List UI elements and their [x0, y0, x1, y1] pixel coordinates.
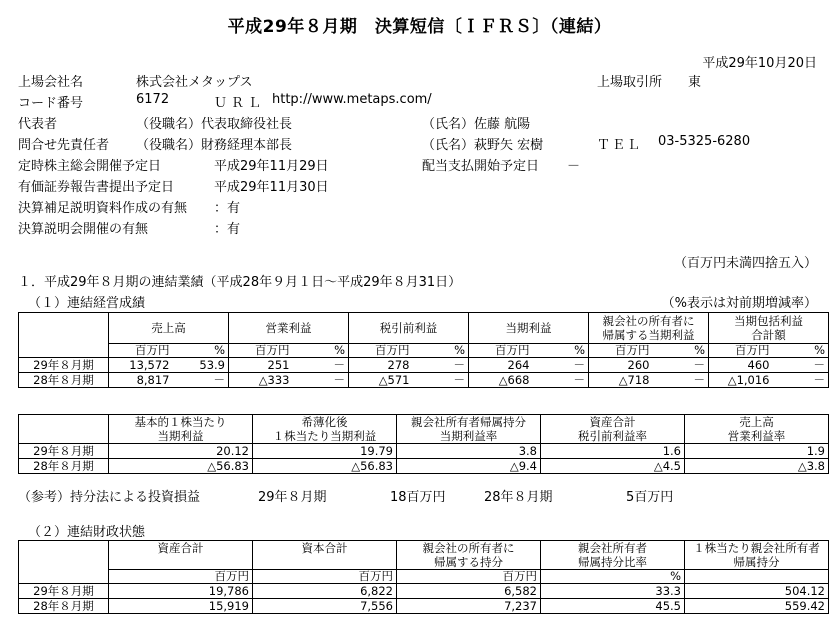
value-cell: △56.83	[109, 459, 253, 474]
listed-company: 株式会社メタップス	[136, 75, 253, 90]
table-row	[19, 599, 829, 614]
value-cell: 20.12	[109, 444, 253, 459]
value-cell: －	[293, 373, 349, 388]
page-title: 平成29年８月期 決算短信〔ＩＦＲＳ〕（連結）	[227, 17, 612, 37]
section-1-heading: １．平成29年８月期の連結業績（平成28年９月１日～平成29年８月31日）	[18, 275, 462, 290]
rep-role: （役職名）代表取締役社長	[136, 117, 293, 132]
value-cell: 45.5	[541, 599, 685, 614]
value-cell: 559.42	[685, 599, 829, 614]
row-label: 28年８月期	[19, 373, 109, 388]
table-row	[19, 584, 829, 599]
value-cell: －	[413, 373, 469, 388]
table-row	[19, 444, 829, 459]
unit-cell: 百万円	[109, 570, 253, 584]
rounding-note: （百万円未満四捨五入）	[673, 256, 817, 271]
value-cell: 264	[469, 358, 533, 373]
header-roe: 親会社所有者帰属持分 当期利益率	[397, 415, 541, 444]
value-cell: 19,786	[109, 584, 253, 599]
value-cell: △3.8	[685, 459, 829, 474]
value-cell: 3.8	[397, 444, 541, 459]
section-1-2-heading: （２）連結財政状態	[28, 525, 146, 540]
dividend: －	[567, 159, 581, 174]
pct-note: （%表示は対前期増減率）	[661, 296, 817, 311]
unit-cell	[685, 570, 829, 584]
value-cell: 8,817	[109, 373, 173, 388]
reference-period-2: 28年８月期	[484, 490, 553, 505]
report-date-value: 平成29年11月30日	[214, 180, 329, 195]
row-label: 28年８月期	[19, 459, 109, 474]
value-cell: －	[773, 373, 829, 388]
unit-cell: 百万円	[229, 344, 293, 358]
value-cell: △9.4	[397, 459, 541, 474]
url-label: ＵＲＬ	[214, 96, 266, 111]
header-roa: 資産合計 税引前利益率	[541, 415, 685, 444]
value-cell: －	[533, 373, 589, 388]
value-cell: 504.12	[685, 584, 829, 599]
value-cell: 6,582	[397, 584, 541, 599]
value-cell: －	[293, 358, 349, 373]
unit-cell: 百万円	[589, 344, 653, 358]
value-cell: 53.9	[173, 358, 229, 373]
dividend-label: 配当支払開始予定日	[422, 159, 540, 174]
table-row	[19, 358, 829, 373]
unit-cell: 百万円	[469, 344, 533, 358]
unit-cell: %	[533, 344, 589, 358]
financial-position-table	[18, 540, 829, 614]
value-cell: 278	[349, 358, 413, 373]
code: 6172	[136, 92, 170, 107]
header-owner-profit: 親会社の所有者に 帰属する当期利益	[589, 313, 709, 344]
header-revenue: 売上高	[109, 313, 229, 344]
value-cell: 33.3	[541, 584, 685, 599]
header-diluted-eps: 希薄化後 １株当たり当期利益	[253, 415, 397, 444]
value-cell: －	[173, 373, 229, 388]
code-label: コード番号	[18, 96, 84, 111]
unit-cell: 百万円	[109, 344, 173, 358]
header-total-assets: 資産合計	[109, 541, 253, 570]
unit-blank	[19, 570, 109, 584]
header-basic-eps: 基本的１株当たり 当期利益	[109, 415, 253, 444]
value-cell: △571	[349, 373, 413, 388]
corner-cell	[19, 541, 109, 570]
tel-label: ＴＥＬ	[597, 138, 643, 153]
reference-value-2: 5百万円	[626, 490, 674, 505]
unit-cell: %	[293, 344, 349, 358]
value-cell: 19.79	[253, 444, 397, 459]
unit-cell: %	[541, 570, 685, 584]
value-cell: 1.6	[541, 444, 685, 459]
row-label: 29年８月期	[19, 584, 109, 599]
section-1-1-heading: （１）連結経営成績	[28, 296, 146, 311]
briefing-value: ：有	[214, 222, 241, 237]
value-cell: 460	[709, 358, 773, 373]
value-cell: 7,556	[253, 599, 397, 614]
value-cell: 1.9	[685, 444, 829, 459]
contact-label: 問合せ先責任者	[18, 138, 110, 153]
value-cell: △333	[229, 373, 293, 388]
header-op-margin: 売上高 営業利益率	[685, 415, 829, 444]
per-share-table	[18, 414, 829, 474]
agm-date: 平成29年11月29日	[214, 159, 329, 174]
corner-cell	[19, 415, 109, 444]
value-cell: 260	[589, 358, 653, 373]
unit-cell: %	[653, 344, 709, 358]
exchange-label: 上場取引所	[597, 75, 663, 90]
header-bps: １株当たり親会社所有者 帰属持分	[685, 541, 829, 570]
value-cell: △4.5	[541, 459, 685, 474]
operating-results-table	[18, 312, 829, 388]
value-cell: 6,822	[253, 584, 397, 599]
listed-company-label: 上場会社名	[18, 75, 84, 90]
briefing-label: 決算説明会開催の有無	[18, 222, 149, 237]
header-owner-equity: 親会社の所有者に 帰属する持分	[397, 541, 541, 570]
header-operating-profit: 営業利益	[229, 313, 349, 344]
contact-role: （役職名）財務経理本部長	[136, 138, 293, 153]
value-cell: 7,237	[397, 599, 541, 614]
unit-cell: 百万円	[709, 344, 773, 358]
rep-name: （氏名）佐藤 航陽	[422, 117, 531, 132]
unit-cell: %	[413, 344, 469, 358]
supp-value: ：有	[214, 201, 241, 216]
table-row	[19, 373, 829, 388]
value-cell: △668	[469, 373, 533, 388]
rep-label: 代表者	[18, 117, 58, 132]
row-label: 29年８月期	[19, 444, 109, 459]
value-cell: 13,572	[109, 358, 173, 373]
header-pretax-profit: 税引前利益	[349, 313, 469, 344]
table-row	[19, 459, 829, 474]
unit-cell: %	[773, 344, 829, 358]
value-cell: 251	[229, 358, 293, 373]
report-label: 有価証券報告書提出予定日	[18, 180, 175, 195]
row-label: 29年８月期	[19, 358, 109, 373]
corner-cell	[19, 313, 109, 344]
reference-period-1: 29年８月期	[258, 490, 327, 505]
reference-value-1: 18百万円	[390, 490, 446, 505]
unit-cell: %	[173, 344, 229, 358]
header-comprehensive: 当期包括利益 合計額	[709, 313, 829, 344]
contact-name: （氏名）萩野矢 宏樹	[422, 138, 544, 153]
unit-cell: 百万円	[253, 570, 397, 584]
unit-blank	[19, 344, 109, 358]
header-net-profit: 当期利益	[469, 313, 589, 344]
unit-cell: 百万円	[349, 344, 413, 358]
value-cell: －	[773, 358, 829, 373]
value-cell: 15,919	[109, 599, 253, 614]
url: http://www.metaps.com/	[272, 92, 432, 107]
unit-cell: 百万円	[397, 570, 541, 584]
value-cell: △718	[589, 373, 653, 388]
value-cell: △56.83	[253, 459, 397, 474]
header-equity-ratio: 親会社所有者 帰属持分比率	[541, 541, 685, 570]
agm-label: 定時株主総会開催予定日	[18, 159, 162, 174]
supp-label: 決算補足説明資料作成の有無	[18, 201, 188, 216]
tel: 03-5325-6280	[658, 134, 751, 149]
value-cell: －	[533, 358, 589, 373]
row-label: 28年８月期	[19, 599, 109, 614]
header-total-equity: 資本合計	[253, 541, 397, 570]
value-cell: △1,016	[709, 373, 773, 388]
value-cell: －	[653, 358, 709, 373]
exchange: 東	[688, 75, 702, 90]
value-cell: －	[413, 358, 469, 373]
reference-label: （参考）持分法による投資損益	[18, 490, 201, 505]
value-cell: －	[653, 373, 709, 388]
report-date: 平成29年10月20日	[702, 56, 817, 71]
